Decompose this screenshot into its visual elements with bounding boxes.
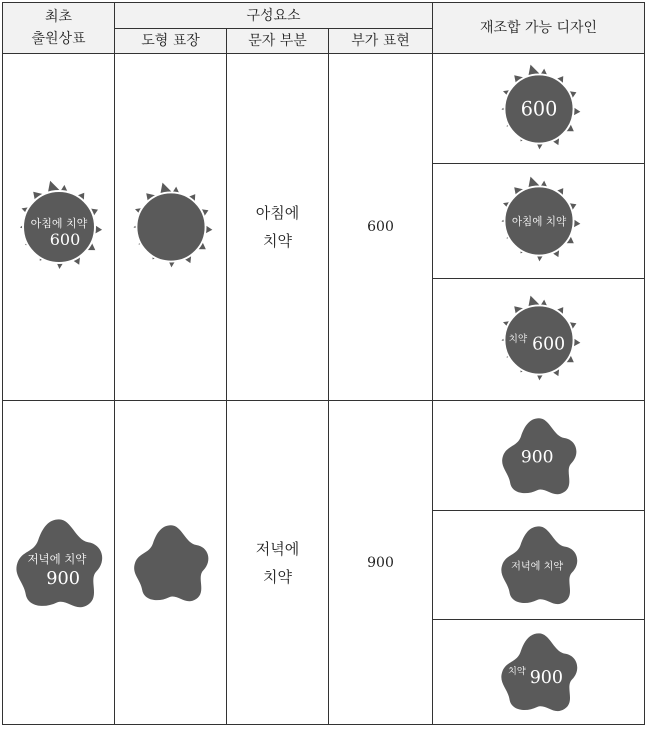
row1-text-line2: 치약 (263, 232, 292, 250)
row2-text-line2: 치약 (263, 567, 292, 586)
blob-design-text (493, 519, 585, 611)
row2-design3-cell (433, 620, 645, 725)
design-text1: 치약 (507, 665, 526, 677)
row1-design2-cell (433, 164, 645, 279)
header-original-line1: 최초 (44, 9, 73, 25)
row2-shape-cell (115, 401, 227, 725)
row1-text-line1: 아침에 (255, 204, 300, 222)
row2-text-part-cell (227, 401, 329, 725)
logo-text2: 600 (49, 230, 80, 249)
logo-text2: 900 (45, 568, 80, 589)
row2-extra-cell: 900 (329, 401, 433, 725)
design-text: 900 (520, 446, 554, 467)
logo-text1: 저녁에 치약 (26, 551, 86, 566)
design-text: 저녁에 치약 (510, 561, 563, 573)
sun-shape-icon (123, 179, 219, 275)
blob-design-900 (494, 411, 584, 501)
header-original (3, 3, 115, 54)
design-text2: 600 (531, 334, 565, 355)
blob-design-combo (493, 626, 585, 718)
row1-extra-cell: 600 (329, 54, 433, 401)
row1-design3-cell (433, 279, 645, 401)
header-components: 구성요소 (115, 3, 433, 29)
header-recombinable: 재조합 가능 디자인 (433, 3, 645, 54)
row1-original-logo-cell (3, 54, 115, 401)
sun-design-combo (491, 292, 587, 388)
row1-shape-cell (115, 54, 227, 401)
header-shape: 도형 표장 (115, 29, 227, 54)
sun-design-600 (491, 61, 587, 157)
blob-logo-original (7, 511, 111, 615)
row1-text-part-cell (227, 54, 329, 401)
row1-design1-cell (433, 54, 645, 164)
trademark-table (2, 2, 645, 725)
blob-shape-icon (126, 518, 216, 608)
row2-design2-cell (433, 511, 645, 620)
design-text: 아침에 치약 (511, 215, 566, 228)
sun-design-text (491, 173, 587, 269)
header-original-line2: 출원상표 (31, 31, 86, 47)
design-text: 600 (520, 97, 557, 121)
row2-original-logo-cell (3, 401, 115, 725)
row2-text-line1: 저녁에 (255, 539, 300, 558)
design-text1: 치약 (508, 333, 527, 345)
header-text-part: 문자 부분 (227, 29, 329, 54)
logo-text1: 아침에 치약 (30, 217, 87, 230)
row2-design1-cell (433, 401, 645, 511)
sun-logo-original (9, 177, 109, 277)
design-text2: 900 (529, 668, 563, 689)
header-extra: 부가 표현 (329, 29, 433, 54)
